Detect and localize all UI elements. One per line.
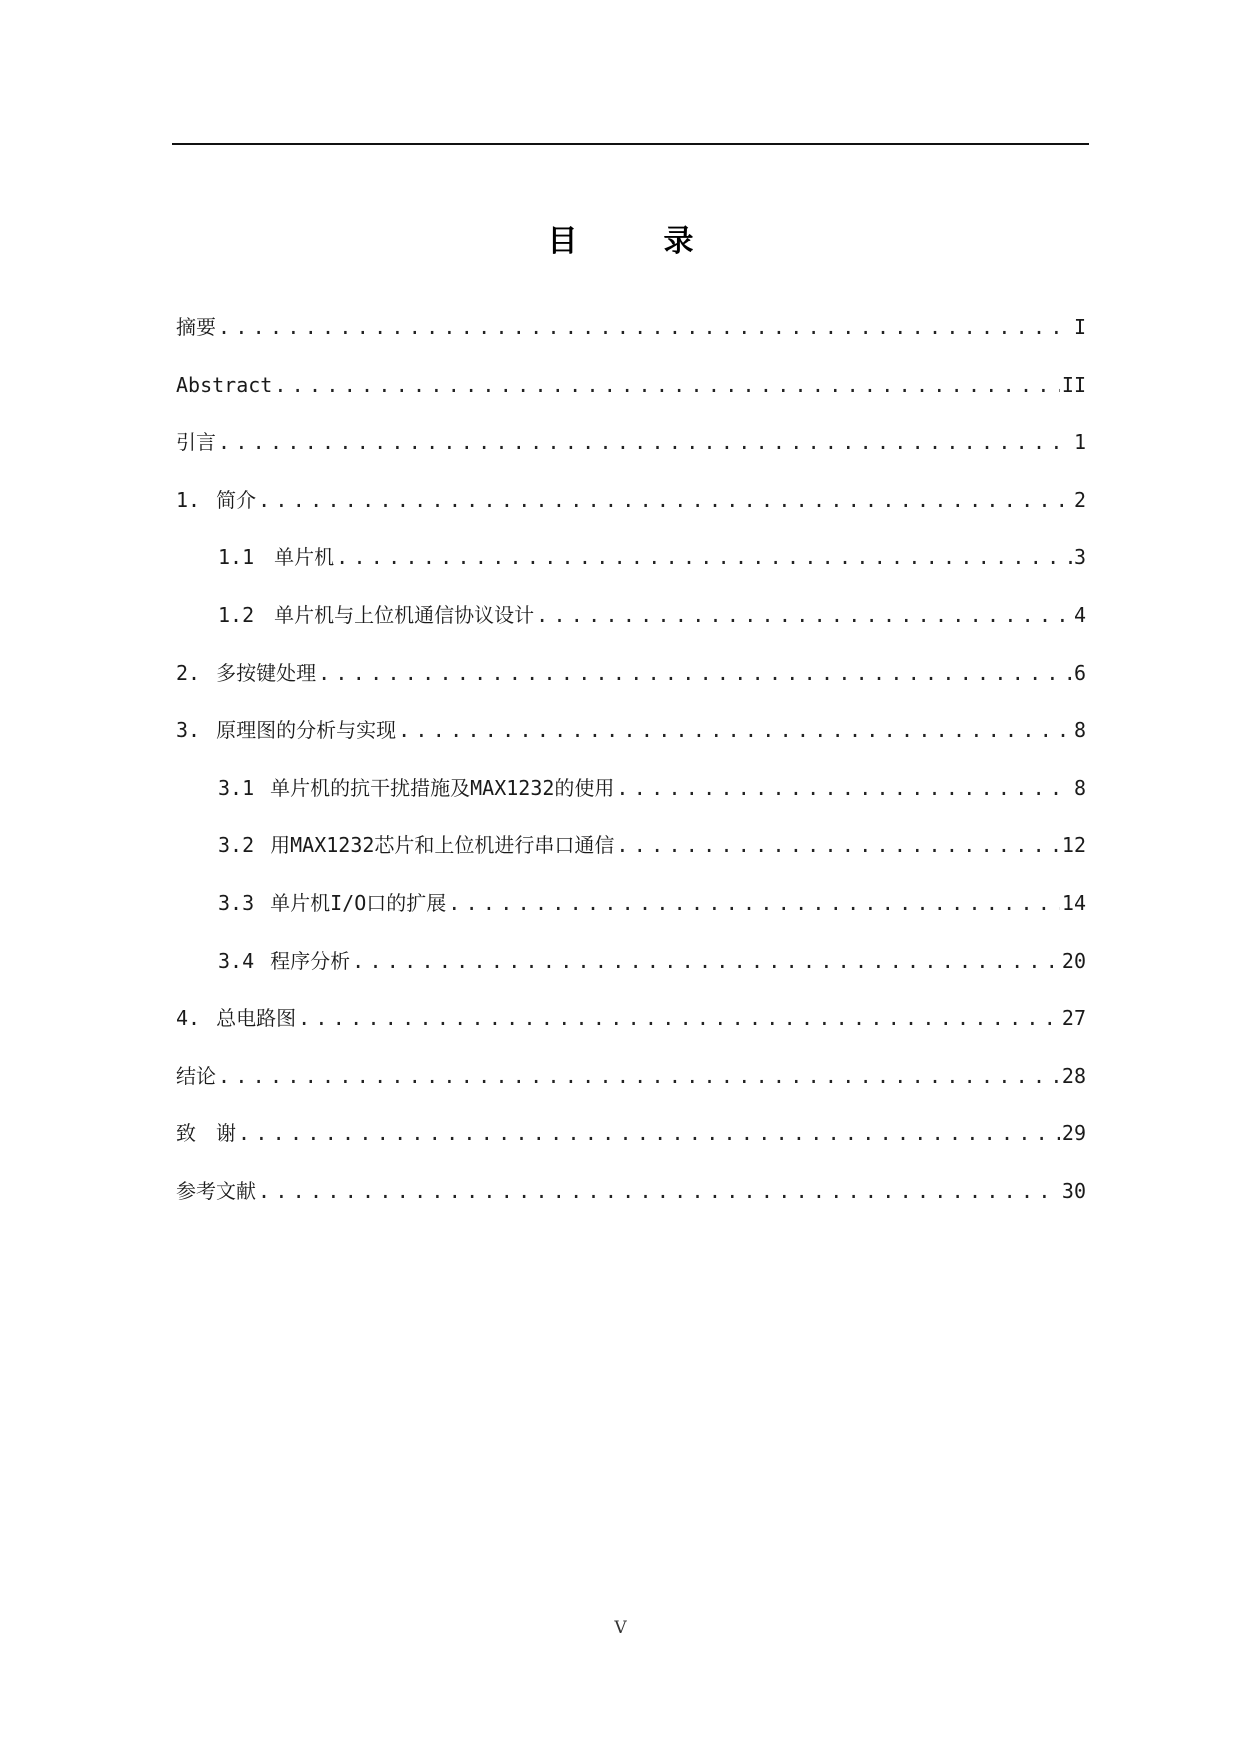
toc-entry-label: 简介: [216, 487, 257, 512]
toc-entry-page: 14: [1061, 890, 1086, 915]
page-number: V: [614, 1618, 627, 1638]
toc-entry-number: 1.1: [218, 545, 255, 570]
toc-entry-label: 引言: [176, 430, 216, 455]
toc-entry-chapter-4[interactable]: [176, 1003, 1086, 1061]
toc-leader-dots: [336, 542, 1072, 572]
toc-leader-dots: [218, 312, 1072, 342]
toc-entry-label: 多按键处理: [216, 660, 317, 685]
toc-leader-dots: [616, 773, 1072, 803]
toc-leader-dots: [218, 1061, 1060, 1091]
toc-entry-number: 3.: [176, 718, 201, 743]
toc-leader-dots: [448, 888, 1060, 918]
toc-entry-number: 2.: [176, 660, 201, 685]
toc-entry-label: 参考文献: [176, 1178, 256, 1203]
toc-entry-page: 29: [1061, 1121, 1086, 1146]
toc-leader-dots: [616, 830, 1059, 860]
toc-entry-label: 单片机与上位机通信协议设计: [274, 602, 535, 627]
toc-entry-label: 程序分析: [270, 948, 351, 973]
toc-entry-number: 3.2: [218, 833, 255, 858]
table-of-contents: [176, 312, 1086, 1234]
toc-entry-section-3-1[interactable]: [176, 773, 1086, 831]
toc-entry-page: II: [1061, 372, 1086, 397]
toc-entry-page: I: [1073, 315, 1086, 339]
toc-entry-label: 单片机的抗干扰措施及MAX1232的使用: [270, 775, 615, 800]
toc-entry-number: 3.4: [218, 948, 255, 973]
toc-leader-dots: [258, 485, 1072, 515]
toc-entry-section-3-4[interactable]: [176, 946, 1086, 1004]
toc-entry-chapter-2[interactable]: [176, 658, 1086, 716]
header-rule: [172, 143, 1089, 145]
toc-entry-page: 20: [1061, 948, 1086, 973]
toc-leader-dots: [398, 715, 1072, 745]
toc-entry-acknowledgements[interactable]: [176, 1118, 1086, 1176]
toc-leader-dots: [536, 600, 1072, 630]
toc-entry-page: 6: [1073, 660, 1086, 685]
toc-entry-number: 4.: [176, 1006, 201, 1031]
toc-leader-dots: [238, 1118, 1060, 1148]
toc-entry-label: 原理图的分析与实现: [216, 718, 397, 743]
toc-entry-page: 3: [1073, 545, 1086, 570]
toc-entry-page: 1: [1073, 430, 1086, 455]
toc-leader-dots: [218, 427, 1072, 457]
toc-entry-number: 1.2: [218, 602, 255, 627]
toc-entry-section-3-3[interactable]: [176, 888, 1086, 946]
toc-entry-page: 27: [1061, 1006, 1086, 1031]
toc-leader-dots: [298, 1003, 1060, 1033]
toc-entry-label: 单片机I/O口的扩展: [270, 890, 447, 915]
page-title: 目 录: [547, 224, 722, 259]
toc-entry-page: 28: [1061, 1063, 1086, 1088]
toc-entry-chapter-3[interactable]: [176, 715, 1086, 773]
toc-leader-dots: [318, 658, 1072, 688]
toc-entry-section-1-1[interactable]: [176, 542, 1086, 600]
toc-entry-page: 8: [1073, 718, 1086, 743]
toc-leader-dots: [274, 370, 1060, 400]
toc-entry-number: 3.1: [218, 775, 255, 800]
toc-entry-page: 12: [1061, 833, 1086, 858]
toc-entry-label: 结论: [176, 1063, 216, 1088]
toc-entry-page: 30: [1061, 1178, 1086, 1203]
toc-entry-label: 用MAX1232芯片和上位机进行串口通信: [270, 833, 615, 858]
toc-entry-section-3-2[interactable]: [176, 830, 1086, 888]
toc-entry-conclusion[interactable]: [176, 1061, 1086, 1119]
toc-entry-label: 单片机: [274, 545, 335, 570]
toc-entry-label: 摘要: [176, 315, 216, 339]
toc-entry-number: 1.: [176, 487, 201, 512]
toc-leader-dots: [258, 1176, 1060, 1206]
toc-entry-abstract-en[interactable]: [176, 370, 1086, 428]
toc-entry-introduction[interactable]: [176, 427, 1086, 485]
toc-entry-page: 4: [1073, 602, 1086, 627]
toc-entry-abstract-cn[interactable]: [176, 312, 1086, 370]
toc-entry-page: 2: [1073, 487, 1086, 512]
toc-entry-chapter-1[interactable]: [176, 485, 1086, 543]
toc-entry-references[interactable]: [176, 1176, 1086, 1234]
toc-leader-dots: [352, 946, 1060, 976]
toc-entry-label: Abstract: [176, 372, 273, 397]
toc-entry-label: 致 谢: [176, 1121, 236, 1146]
toc-entry-section-1-2[interactable]: [176, 600, 1086, 658]
toc-entry-number: 3.3: [218, 890, 255, 915]
toc-entry-label: 总电路图: [216, 1006, 297, 1031]
toc-entry-page: 8: [1073, 775, 1086, 800]
